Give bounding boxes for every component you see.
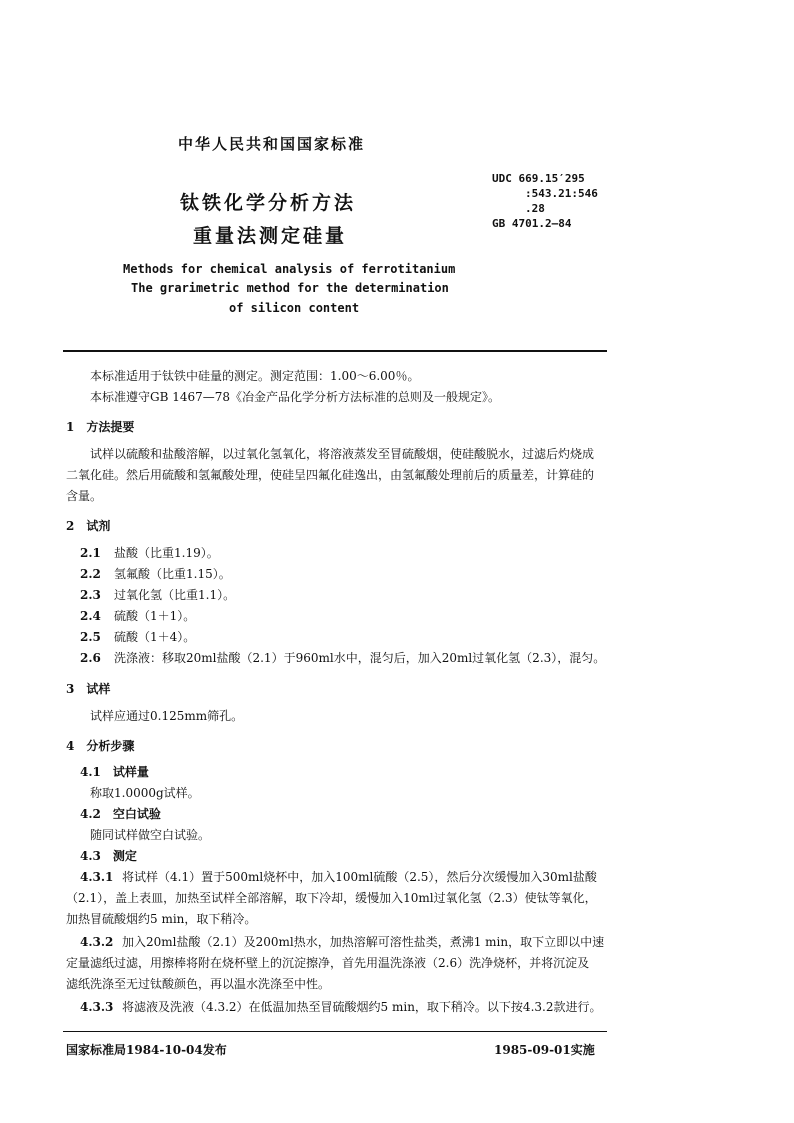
standard-org: 中华人民共和国国家标准 [178,135,366,153]
reagent-item [80,543,219,564]
reagent-item [80,606,195,627]
reagent-number: 2.1 [80,546,101,560]
reagent-item [80,627,195,648]
clause-text: 加入20ml盐酸（2.1）及200ml热水，加热溶解可溶性盐类，煮沸1 min，取下立即以中速 [122,935,605,949]
clause-text: 将滤液及洗液（4.3.2）在低温加热至冒硫酸烟约5 min，取下稍冷。以下按4.3.2款进行。 [122,1000,602,1014]
section-4-3-3-line1 [80,997,601,1018]
udc-code-line1: UDC 669.15′295 [492,172,585,185]
reagent-number: 2.2 [80,567,101,581]
reagent-number: 2.4 [80,609,101,623]
reagent-item [80,585,235,606]
reagent-text: 洗涤液：移取20ml盐酸（2.1）于960ml水中，混匀后，加入20ml过氧化氢（2.3），混匀。 [114,651,606,665]
effective-date: 1985-09-01实施 [494,1043,595,1057]
title-cn-line1: 钛铁化学分析方法 [180,192,357,214]
reagent-item [80,564,231,585]
header-divider [63,350,607,352]
section-4-3-heading: 4.3 测定 [80,849,137,863]
reagent-number: 2.5 [80,630,101,644]
reagent-text: 氢氟酸（比重1.15）。 [114,567,231,581]
section-4-1-heading: 4.1 试样量 [80,765,149,779]
reagent-number: 2.6 [80,651,101,665]
issued-date: 国家标准局1984-10-04发布 [66,1043,227,1057]
reagent-text: 硫酸（1＋1）。 [114,609,196,623]
title-en-line2: The grarimetric method for the determination [131,281,449,295]
section-4-1-text: 称取1.0000g试样。 [90,786,200,800]
reagent-text: 过氧化氢（比重1.1）。 [114,588,236,602]
reagent-number: 2.3 [80,588,101,602]
section-1-heading: 1 方法提要 [66,420,135,434]
section-4-heading: 4 分析步骤 [66,739,135,753]
title-en-line3: of silicon content [229,301,360,315]
section-1-line3: 含量。 [66,489,103,503]
intro-line1: 本标准适用于钛铁中硅量的测定。测定范围：1.00～6.00％。 [90,369,420,383]
section-2-heading: 2 试剂 [66,519,111,533]
section-1-line1: 试样以硫酸和盐酸溶解，以过氧化氢氧化，将溶液蒸发至冒硫酸烟，使硅酸脱水，过滤后灼烧成 [90,447,595,461]
clause-number: 4.3.3 [80,1000,114,1014]
section-3-line1: 试样应通过0.125mm筛孔。 [90,709,244,723]
section-4-2-heading: 4.2 空白试验 [80,807,161,821]
section-4-2-text: 随同试样做空白试验。 [90,828,211,842]
gb-code: GB 4701.2—84 [492,217,572,230]
clause-text: 将试样（4.1）置于500ml烧杯中，加入100ml硫酸（2.5），然后分次缓慢加入30ml盐酸 [122,870,597,884]
title-cn-line2: 重量法测定硅量 [193,225,348,247]
reagent-item [80,648,605,669]
section-1-line2: 二氧化硅。然后用硫酸和氢氟酸处理，使硅呈四氟化硅逸出，由氢氟酸处理前后的质量差，计算硅的 [66,468,595,482]
clause-number: 4.3.1 [80,870,114,884]
section-4-3-2-line2: 定量滤纸过滤，用擦棒将附在烧杯壁上的沉淀擦净，首先用温洗涤液（2.6）洗净烧杯，并将沉淀及 [66,956,590,970]
section-4-3-2-line1 [80,932,604,953]
section-3-heading: 3 试样 [66,682,111,696]
title-en-line1: Methods for chemical analysis of ferrotitanium [123,262,456,276]
udc-code-line3: .28 [525,202,545,215]
section-4-3-1-line2: （2.1），盖上表皿，加热至试样全部溶解，取下冷却，缓慢加入10ml过氧化氢（2.3）使钛等氧化， [66,891,597,905]
reagent-text: 硫酸（1＋4）。 [114,630,196,644]
footer-divider [63,1031,607,1032]
section-4-3-1-line1 [80,867,597,888]
section-4-3-2-line3: 滤纸洗涤至无过钛酸颜色，再以温水洗涤至中性。 [66,977,331,991]
section-4-3-1-line3: 加热冒硫酸烟约5 min，取下稍冷。 [66,912,257,926]
reagent-text: 盐酸（比重1.19）。 [114,546,219,560]
udc-code-line2: :543.21:546 [525,187,598,200]
clause-number: 4.3.2 [80,935,114,949]
intro-line2: 本标准遵守GB 1467—78《冶金产品化学分析方法标准的总则及一般规定》。 [90,390,501,404]
